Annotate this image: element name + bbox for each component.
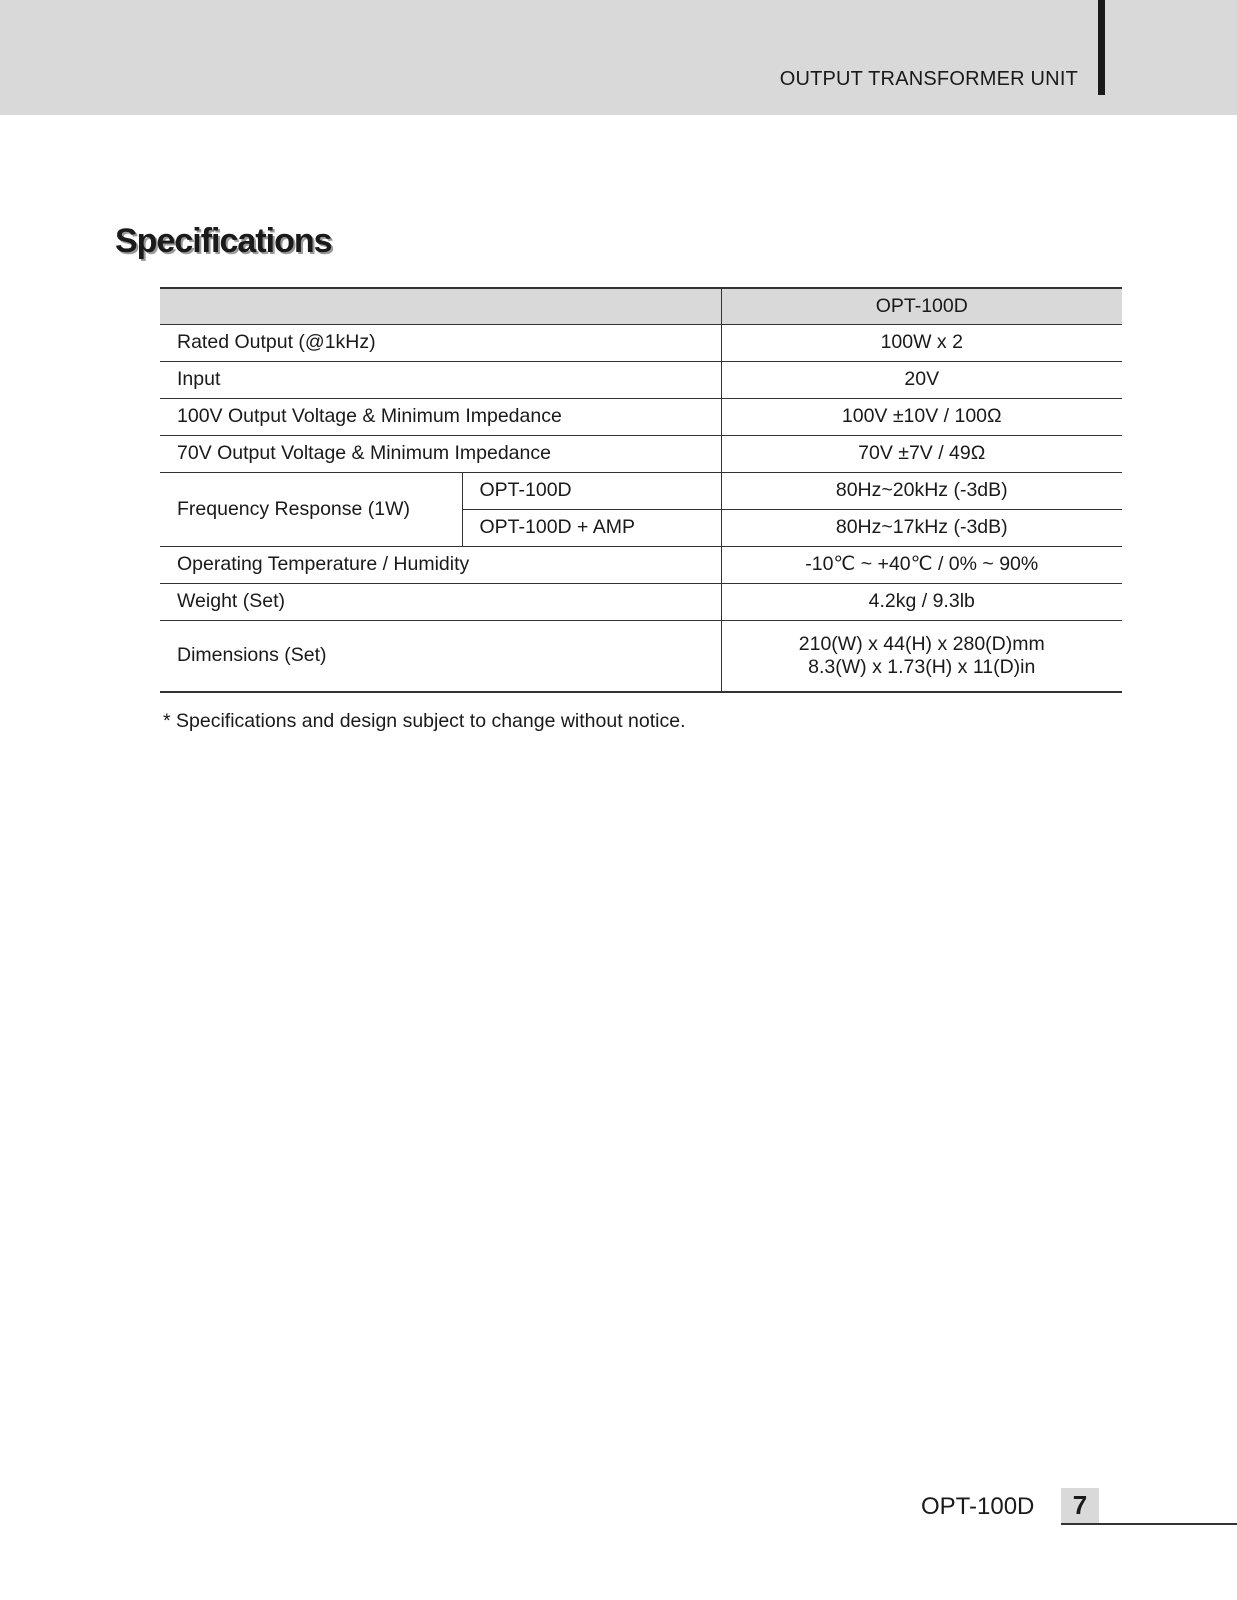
row-label: 70V Output Voltage & Minimum Impedance bbox=[160, 436, 721, 473]
table-row bbox=[160, 436, 1122, 473]
table-header-blank bbox=[160, 288, 721, 325]
table-row bbox=[160, 547, 1122, 584]
section-title: Specifications bbox=[115, 222, 332, 260]
frequency-sub-label: OPT-100D bbox=[462, 473, 721, 510]
row-label: 100V Output Voltage & Minimum Impedance bbox=[160, 399, 721, 436]
table-header-row bbox=[160, 288, 1122, 325]
row-label: Operating Temperature / Humidity bbox=[160, 547, 721, 584]
spec-table bbox=[160, 287, 1122, 693]
frequency-sub-value: 80Hz~17kHz (-3dB) bbox=[721, 510, 1122, 547]
row-value: -10℃ ~ +40℃ / 0% ~ 90% bbox=[721, 547, 1122, 584]
table-row bbox=[160, 362, 1122, 399]
frequency-sub-label: OPT-100D + AMP bbox=[462, 510, 721, 547]
footer-model-name: OPT-100D bbox=[921, 1493, 1035, 1520]
dimensions-value-in: 8.3(W) x 1.73(H) x 11(D)in bbox=[808, 656, 1036, 678]
row-value: 100W x 2 bbox=[721, 325, 1122, 362]
table-row bbox=[160, 584, 1122, 621]
page-number: 7 bbox=[1061, 1488, 1099, 1523]
frequency-sub-value: 80Hz~20kHz (-3dB) bbox=[721, 473, 1122, 510]
table-row-dimensions bbox=[160, 621, 1122, 693]
footer-rule bbox=[1061, 1523, 1237, 1525]
dimensions-value-mm: 210(W) x 44(H) x 280(D)mm bbox=[798, 632, 1045, 655]
footnote: * Specifications and design subject to change without notice. bbox=[163, 710, 686, 732]
table-header-model: OPT-100D bbox=[721, 288, 1122, 325]
row-value: 4.2kg / 9.3lb bbox=[721, 584, 1122, 621]
header-accent-bar bbox=[1098, 0, 1105, 95]
table-row bbox=[160, 399, 1122, 436]
row-label: Input bbox=[160, 362, 721, 399]
frequency-label: Frequency Response (1W) bbox=[160, 473, 462, 547]
table-row-frequency bbox=[160, 473, 1122, 510]
row-value: 70V ±7V / 49Ω bbox=[721, 436, 1122, 473]
header-title: OUTPUT TRANSFORMER UNIT bbox=[779, 68, 1078, 90]
header-band bbox=[0, 0, 1237, 115]
row-value: 20V bbox=[721, 362, 1122, 399]
row-label: Weight (Set) bbox=[160, 584, 721, 621]
dimensions-value bbox=[721, 621, 1122, 693]
row-label: Rated Output (@1kHz) bbox=[160, 325, 721, 362]
dimensions-label: Dimensions (Set) bbox=[160, 621, 721, 693]
row-value: 100V ±10V / 100Ω bbox=[721, 399, 1122, 436]
table-row bbox=[160, 325, 1122, 362]
